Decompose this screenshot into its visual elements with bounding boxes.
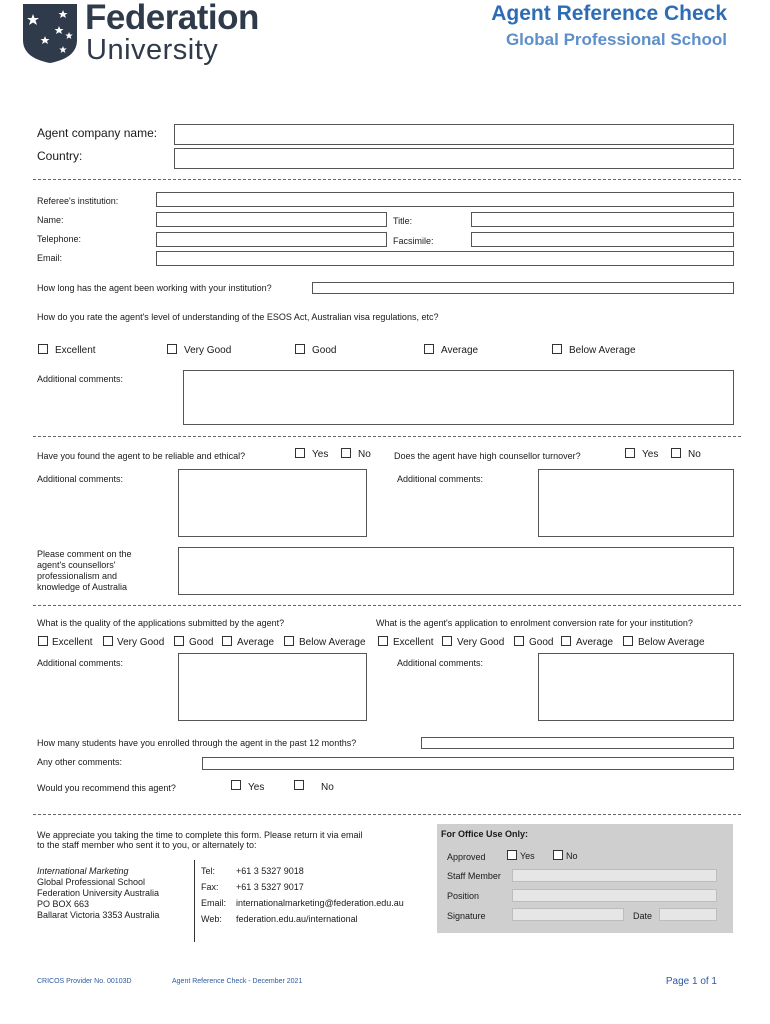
conversion-very-good-checkbox[interactable] <box>442 636 452 646</box>
facsimile-field[interactable] <box>471 232 734 247</box>
quality-very-good-checkbox[interactable] <box>103 636 113 646</box>
approved-no-label: No <box>566 851 578 861</box>
conversion-question: What is the agent's application to enrolment conversion rate for your institution? <box>376 618 693 628</box>
quality-question: What is the quality of the applications submitted by the agent? <box>37 618 285 628</box>
esos-very-good-checkbox[interactable] <box>167 344 177 354</box>
quality-below-average-checkbox[interactable] <box>284 636 294 646</box>
esos-good-label: Good <box>312 345 337 356</box>
esos-question: How do you rate the agent's level of understanding of the ESOS Act, Australian visa regulations, etc? <box>37 312 439 322</box>
reliable-yes-checkbox[interactable] <box>295 448 305 458</box>
quality-very-good-label: Very Good <box>117 637 165 648</box>
signature-field[interactable] <box>512 908 624 921</box>
quality-comments-label: Additional comments: <box>37 658 124 668</box>
turnover-yes-label: Yes <box>642 449 659 460</box>
conversion-excellent-checkbox[interactable] <box>378 636 388 646</box>
position-field[interactable] <box>512 889 717 902</box>
agent-company-field[interactable] <box>174 124 734 145</box>
esos-good-checkbox[interactable] <box>295 344 305 354</box>
staff-member-label: Staff Member <box>447 871 501 881</box>
counsellors-question-line: agent's counsellors' <box>37 560 116 570</box>
signature-label: Signature <box>447 911 486 921</box>
esos-excellent-label: Excellent <box>55 345 96 356</box>
thanks-line: to the staff member who sent it to you, or alternately to: <box>37 840 257 850</box>
esos-average-checkbox[interactable] <box>424 344 434 354</box>
conversion-below-average-checkbox[interactable] <box>623 636 633 646</box>
reliable-comments-field[interactable] <box>178 469 367 537</box>
country-label: Country: <box>37 149 83 163</box>
approved-yes-label: Yes <box>520 851 535 861</box>
counsellors-question <box>37 549 132 593</box>
conversion-very-good-label: Very Good <box>457 637 505 648</box>
facsimile-label: Facsimile: <box>393 236 434 246</box>
divider <box>33 436 741 437</box>
contact-tel-label: Tel: <box>201 866 216 876</box>
page-subtitle: Global Professional School <box>505 30 727 49</box>
quality-comments-field[interactable] <box>178 653 367 721</box>
other-comments-label: Any other comments: <box>37 757 123 767</box>
esos-average-label: Average <box>441 345 479 356</box>
quality-excellent-label: Excellent <box>52 637 93 648</box>
contact-fax-label: Fax: <box>201 882 219 892</box>
reliable-comments-label: Additional comments: <box>37 474 124 484</box>
conversion-excellent-label: Excellent <box>393 637 434 648</box>
contact-tel-value: +61 3 5327 9018 <box>236 866 304 876</box>
approved-no-checkbox[interactable] <box>553 850 563 860</box>
recommend-yes-label: Yes <box>248 782 265 793</box>
conversion-good-label: Good <box>529 637 554 648</box>
counsellors-question-line: professionalism and <box>37 571 118 581</box>
thanks-line: We appreciate you taking the time to complete this form. Please return it via email <box>37 830 363 840</box>
contact-web-label: Web: <box>201 914 222 924</box>
counsellors-question-line: knowledge of Australia <box>37 582 128 592</box>
telephone-field[interactable] <box>156 232 387 247</box>
contact-email-link[interactable]: internationalmarketing@federation.edu.au <box>236 898 404 908</box>
recommend-question: Would you recommend this agent? <box>37 783 176 793</box>
agent-company-label: Agent company name: <box>37 126 158 140</box>
esos-very-good-label: Very Good <box>184 345 232 356</box>
turnover-no-checkbox[interactable] <box>671 448 681 458</box>
address-line: Ballarat Victoria 3353 Australia <box>37 910 160 920</box>
email-label: Email: <box>37 253 63 263</box>
reliable-yes-label: Yes <box>312 449 329 460</box>
address-line: Global Professional School <box>37 877 146 887</box>
title-label: Title: <box>393 216 413 226</box>
reliable-no-checkbox[interactable] <box>341 448 351 458</box>
quality-good-checkbox[interactable] <box>174 636 184 646</box>
recommend-yes-checkbox[interactable] <box>231 780 241 790</box>
reliable-no-label: No <box>358 449 371 460</box>
quality-excellent-checkbox[interactable] <box>38 636 48 646</box>
office-use-panel <box>437 824 733 933</box>
recommend-no-label: No <box>321 782 334 793</box>
quality-below-average-label: Below Average <box>299 637 366 648</box>
recommend-no-checkbox[interactable] <box>294 780 304 790</box>
quality-average-label: Average <box>237 637 275 648</box>
date-field[interactable] <box>659 908 717 921</box>
conversion-average-checkbox[interactable] <box>561 636 571 646</box>
conversion-comments-label: Additional comments: <box>397 658 484 668</box>
document-version: Agent Reference Check - December 2021 <box>172 978 303 985</box>
turnover-yes-checkbox[interactable] <box>625 448 635 458</box>
country-field[interactable] <box>174 148 734 169</box>
quality-average-checkbox[interactable] <box>222 636 232 646</box>
esos-below-average-checkbox[interactable] <box>552 344 562 354</box>
position-label: Position <box>447 891 480 901</box>
contact-divider <box>194 860 195 942</box>
turnover-comments-label: Additional comments: <box>397 474 484 484</box>
conversion-below-average-label: Below Average <box>638 637 705 648</box>
referee-institution-field[interactable] <box>156 192 734 207</box>
esos-comments-field[interactable] <box>183 370 734 425</box>
other-comments-field[interactable] <box>202 757 734 770</box>
page-number: Page 1 of 1 <box>665 976 717 987</box>
office-use-title: For Office Use Only: <box>441 829 529 839</box>
name-field[interactable] <box>156 212 387 227</box>
turnover-comments-field[interactable] <box>538 469 734 537</box>
counsellors-question-line: Please comment on the <box>37 549 132 559</box>
contact-fax-value: +61 3 5327 9017 <box>236 882 304 892</box>
esos-below-average-label: Below Average <box>569 345 636 356</box>
mailing-address <box>37 866 159 921</box>
address-org: International Marketing <box>37 866 129 876</box>
address-line: PO BOX 663 <box>37 899 90 909</box>
telephone-label: Telephone: <box>37 234 82 244</box>
contact-email-label: Email: <box>201 898 227 908</box>
email-field[interactable] <box>156 251 734 266</box>
students-question: How many students have you enrolled through the agent in the past 12 months? <box>37 738 357 748</box>
conversion-average-label: Average <box>576 637 614 648</box>
logo-line-federation: Federation <box>85 0 259 37</box>
conversion-good-checkbox[interactable] <box>514 636 524 646</box>
thanks-text <box>37 830 363 850</box>
university-logo <box>19 2 299 68</box>
turnover-no-label: No <box>688 449 701 460</box>
duration-question: How long has the agent been working with your institution? <box>37 283 272 293</box>
staff-member-field[interactable] <box>512 869 717 882</box>
logo-emblem-icon <box>19 2 81 64</box>
reliable-question: Have you found the agent to be reliable and ethical? <box>37 451 246 461</box>
divider <box>33 605 741 606</box>
referee-institution-label: Referee's institution: <box>37 196 119 206</box>
esos-comments-label: Additional comments: <box>37 374 124 384</box>
logo-line-university: University <box>86 34 219 66</box>
name-label: Name: <box>37 215 64 225</box>
duration-field[interactable] <box>312 282 734 294</box>
approved-label: Approved <box>447 852 486 862</box>
divider <box>33 814 741 815</box>
page-title: Agent Reference Check <box>491 2 727 25</box>
turnover-question: Does the agent have high counsellor turnover? <box>394 451 581 461</box>
cricos-number: CRICOS Provider No. 00103D <box>37 978 132 985</box>
contact-web-link[interactable]: federation.edu.au/international <box>236 914 358 924</box>
counsellors-comments-field[interactable] <box>178 547 734 595</box>
address-line: Federation University Australia <box>37 888 160 898</box>
students-field[interactable] <box>421 737 734 749</box>
title-field[interactable] <box>471 212 734 227</box>
conversion-comments-field[interactable] <box>538 653 734 721</box>
quality-good-label: Good <box>189 637 214 648</box>
approved-yes-checkbox[interactable] <box>507 850 517 860</box>
divider <box>33 179 741 180</box>
date-label: Date <box>633 911 653 921</box>
esos-excellent-checkbox[interactable] <box>38 344 48 354</box>
